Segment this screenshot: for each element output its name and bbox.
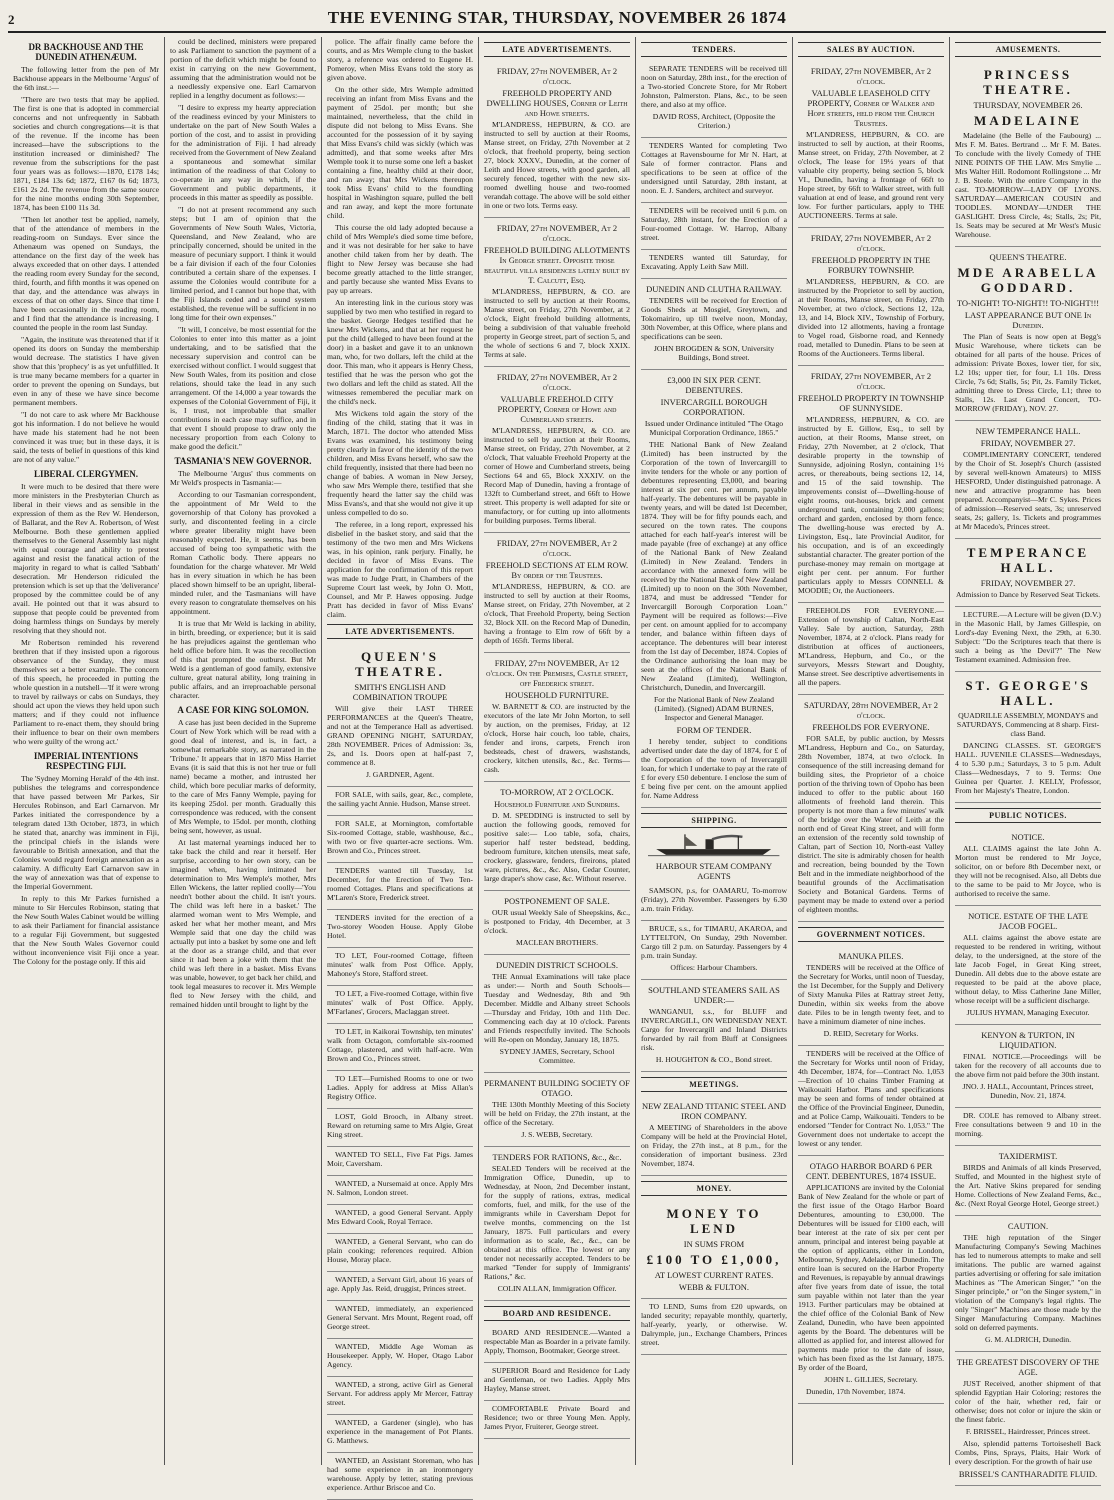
paragraph: A case has just been decided in the Supreme Court of New York which will be read with a good deal of interest, and is, in fact, a somewhat remarkable story, as narrated in the 'Tribune.' It appears that in 1870 Miss Harriet Evans (it is said that this is not her true or full name) became a mother, and intrusted her child, which bore peculiar marks of deformity, to the care of Mrs Fanny Wemple, paying for its keeping 25dol. per month. Gradually this correspondence was reduced, with the consent of Mrs Wemple, to 15dol. per month, clothing being sent, however, as usual.: [170, 718, 316, 835]
advert-body: SAMSON, p.s, for OAMARU, To-morrow (Friday), 27th November. Passengers by 6.30 a.m. train Friday.: [641, 886, 787, 913]
advert-body: M'LANDRESS, HEPBURN, & CO. are instructed by the Proprietor to sell by auction, at their Rooms, Manse street, on Friday, 27th November, at two o'clock, Sections 12, 12a, 13, and 14, Block XIV., Township of Forbury, divided into 12 allotments, having a frontage to Vogel road, Gisborne road, and Kennedy road, metalled to Dunedin. Plans to be seen at Rooms of the Auctioneers. Terms liberal.: [798, 277, 944, 358]
paragraph: could be declined, ministers were prepared to ask Parliament to sanction the payment of a portion of the deficit which might be found to exist in carrying on the new Government, assuming that the administration would not be a needlessly expensive one. Earl Carnarvon replied in a lengthy document as follows:—: [170, 37, 316, 100]
advert-subtitle: QUADRILLE ASSEMBLY, MONDAYS and SATURDAYS, Commencing at 8 sharp. First-class Band.: [956, 711, 1100, 738]
advert-title: MADELAINE: [974, 113, 1082, 128]
advert-title: Household Furniture and Sundries.: [494, 799, 620, 809]
advert-body: WANTED, a Nursemaid at once. Apply Mrs N. Salmon, London street.: [327, 1179, 473, 1197]
advert: [327, 1176, 473, 1205]
paragraph: This course the old lady adopted because a child of Mrs Wemple's died some time before, and it was not desirable for her sake to have another child taken from her by death. The flight to New Jersey was because she had become greatly attached to the little stranger, and partly because she wanted Miss Evans to pay up arrears.: [327, 223, 473, 295]
advert: [955, 247, 1101, 421]
advert: [955, 539, 1101, 607]
advert-line: IN SUMS FROM: [683, 1239, 745, 1249]
advert: [641, 1299, 787, 1355]
advert-body: M'LANDRESS, HEPBURN, & CO. are instructed to sell by auction at their Rooms, Manse street, on Friday, 27th November, at 2 o'clock, That Freehold Property, being Section 32, Block XII. on the Record Map of Dunedin, having a frontage to Elm row of 66ft by a depth of 165ft. Terms liberal.: [484, 582, 630, 645]
advert: [955, 1216, 1101, 1352]
advert-signature: F. BRISSEL, Hairdresser, Princes street.: [965, 1427, 1091, 1436]
advert: [955, 61, 1101, 247]
advert-title: BRISSEL'S CANTHARADITE FLUID.: [958, 1469, 1098, 1479]
advert: [327, 643, 473, 787]
advert-body: Madelaine (the Belle of the Faubourg) ... Mrs F. M. Bates. Bertrand ... Mr F. M. Bates. To conclude with the lively Comedy of THE NINE POINTS OF THE LAW. Mrs Smylie ... Mrs Walter Hill. Rodomont Rollingstone ... Mr J. B. Steele. With the entire Company in the cast. TO-MORROW—LADY OF LYONS. SATURDAY—AMERICAN COUSIN and TOODLES. MONDAY—UNDER THE GASLIGHT. Dress Circle, 4s; Stalls, 2s; Pit, 1s. Seats may be secured at Mr West's Music Warehouse.: [955, 131, 1101, 239]
advert-body: WANTED, a Servant Girl, about 16 years of age. Apply Jas. Reid, druggist, Princes street.: [327, 1275, 473, 1293]
advert: [327, 910, 473, 948]
advert-title: DUNEDIN AND CLUTHA RAILWAY.: [646, 284, 782, 294]
advert-title: FREEHOLD PROPERTY AND DWELLING HOUSES, Corner of Leith and Howe streets.: [486, 88, 628, 118]
advert-title: THE GREATEST DISCOVERY OF THE AGE.: [956, 1357, 1100, 1377]
advert: [955, 1025, 1101, 1108]
advert-body: LOST, Gold Brooch, in Albany street. Reward on returning same to Mrs Algie, Great King street.: [327, 1112, 473, 1139]
advert-body: BOARD AND RESIDENCE.—Wanted a respectable Man as Boarder in a private family. Apply, Thomson, Bootmaker, George street.: [484, 1328, 630, 1355]
advert: [484, 1325, 630, 1363]
advert: [641, 1200, 787, 1299]
advert-body: M'LANDRESS, HEPBURN, & CO. are instructed to sell by auction at their Rooms, Manse street, on Friday, 27th November at 2 o'clock, that freehold property, being section 27, block XXXV., Dunedin, at the corner of Leith and Howe streets, with good garden, all securely fenced, together with the new six-roomed dwelling house and two-roomed verandah cottage. The above will be sold either in one or two lots. Terms easy.: [484, 120, 630, 210]
paragraph: According to our Tasmanian correspondent, the appointment of Mr Weld to the governorship of that Colony has provoked a surly, and discontented feeling in a circle where greater liberality might have been reasonably expected. He, it seems, has been accused of being too sympathetic with the Roman Catholic body. There appears no foundation for the charge whatever. Mr Weld has in every situation in which he has been placed shown himself to be an upright, liberal-minded ruler, and the Tasmanians will have every reason to congratulate themselves on his appointment.: [170, 490, 316, 616]
advert-title: FREEHOLD PROPERTY IN TOWNSHIP OF SUNNYSIDE.: [798, 393, 944, 413]
advert: [484, 891, 630, 955]
section-header: MONEY.: [641, 1181, 787, 1196]
advert-body: FOR SALE, at Mornington, comfortable Six-roomed Cottage, stable, washhouse, &c., with two or five quarter-acre sections. Wm. Brown and Co., Princes street.: [327, 819, 473, 855]
headline: A CASE FOR KING SOLOMON.: [177, 705, 309, 715]
advert: [484, 1401, 630, 1439]
advert-body: A MEETING of Shareholders in the above Company will be held at the Provincial Hotel, on Friday, the 27th inst., at 8 p.m., for the consideration of important business. 23rd November, 1874.: [641, 1123, 787, 1168]
advert-title: NEW TEMPERANCE HALL.: [975, 426, 1081, 436]
advert-title: MANUKA PILES.: [838, 951, 904, 961]
section-header: BOARD AND RESIDENCE.: [484, 1306, 630, 1321]
advert: [327, 863, 473, 910]
paragraph: The 'Sydney Morning Herald' of the 4th inst. publishes the telegrams and correspondence that have passed between Mr Parkes, Sir Hercules Robinson, and Earl Carnarvon. Mr Parkes initiated the correspondence by a telegram dated 13th October, 1873, in which he stated that, anarchy was imminent in Fiji, the principal chiefs in the islands were favourable to British annexation, and that the Colonies would regard foreign annexation as a calamity. A difficulty Earl Carnarvon saw in the way of annexation was that of expense to the Imperial Government.: [13, 774, 159, 891]
advert-body: TENDERS invited for the erection of a Two-storey Wooden House. Apply Globe Hotel.: [327, 913, 473, 940]
advert: [484, 367, 630, 533]
column-2: [165, 37, 322, 1465]
advert-title: QUEEN'S THEATRE.: [355, 649, 445, 679]
advert: [484, 955, 630, 1073]
advert-subtitle: Admission to Dance by Reserved Seat Tickets.: [955, 590, 1101, 599]
advert-body: TO LEND, Sums from £20 upwards, on landed security; repayable monthly, quarterly, half-yearly, yearly, or otherwise. W. Dalrymple, jun., Exchange Chambers, Princes street.: [641, 1302, 787, 1347]
advert-date: Dunedin, 17th November, 1874.: [806, 1387, 906, 1396]
advert-body: Also, splendid patterns Tortoiseshell Back Combs, Pins, Sprays, Plaits, Hair Work of every description. For the growth of hair use: [955, 1439, 1101, 1466]
advert: [484, 61, 630, 218]
advert-body: WANTED, a General Servant, who can do plain cooking; references required. Albion House, Moray place.: [327, 1237, 473, 1264]
advert-date: FRIDAY, 27th NOVEMBER, At 2 o'clock.: [810, 233, 932, 253]
advert-date: FRIDAY, 27th NOVEMBER, At 2 o'clock.: [810, 66, 932, 86]
advert-date: FRIDAY, 27th NOVEMBER, At 2 o'clock.: [496, 372, 618, 392]
advert-body: WANTED, a strong, active Girl as General Servant. For address apply Mr Mercer, Fattray street.: [327, 1380, 473, 1407]
paragraph: "I do not care to ask where Mr Backhouse got his information. I do not believe he would have made his statement had he not been convinced it was true; but in these days, it is said, the tests of belief in questions of this kind are not of any value.": [13, 410, 159, 464]
advert: [798, 228, 944, 366]
advert-body: DR. COLE has removed to Albany street. Free consultations between 9 and 10 in the morning.: [955, 1111, 1101, 1138]
advert: [641, 980, 787, 1072]
advert-body: M'LANDRESS, HEPBURN, & CO. are instructed by E. Gillow, Esq., to sell by auction, at their Rooms, Manse street, on Friday, 27th November, at 2 o'clock, That desirable property in the township of Sunnyside, adjoining Roslyn, containing 1½ acres, or thereabouts, being sections 12, 14, and 15 of the said township. The improvements consist of—Dwelling-house of eight rooms, out-houses, brick and cement underground tank, containing 2,000 gallons; orchard and garden, enclosed by thorn fence. The dwelling-house was erected by A. Livingston, Esq., late Provincial Auditor, for his occupation, and is of an exceedingly substantial character. The greater portion of the purchase-money may remain on mortgage at eight per cent. per annum. For further particulars apply to Messrs CONNELL & MOODIE; Or, the Auctioneers.: [798, 415, 944, 595]
advert-body: WANTED, immediately, an experienced General Servant. Mrs Mount, Regent road, off George street.: [327, 1304, 473, 1331]
advert-date: FRIDAY, 27th NOVEMBER, At 2 o'clock.: [496, 66, 618, 86]
paragraph: The Melbourne 'Argus' thus comments on Mr Weld's prospects in Tasmania:—: [170, 469, 316, 487]
advert: [955, 1352, 1101, 1486]
section-header: SHIPPING.: [641, 813, 787, 828]
advert-body: SUPERIOR Board and Residence for Lady and Gentleman, or two Ladies. Apply Mrs Hayley, Manse street.: [484, 1366, 630, 1393]
advert-date: SATURDAY, 28th NOVEMBER, At 2 o'clock.: [804, 700, 938, 720]
advert-body: TO LET, in Kaikorai Township, ten minutes' walk from Octagon, comfortable six-roomed Cottage, plastered, and with half-acre. Wm Brown and Co., Princes street.: [327, 1027, 473, 1063]
advert: [955, 906, 1101, 1025]
advert-signature: D. REID, Secretary for Works.: [823, 1029, 919, 1038]
advert: [641, 279, 787, 370]
advert-body: TENDERS will be received at the Office of the Secretary for Works, until noon of Tuesday, the 1st December, for the Supply and Delivery of Sixty Manuka Piles at Rattray street Jetty, Dunedin, within six weeks from the above date. Piles to be in length twenty feet, and to have a minimum diameter of nine inches.: [798, 963, 944, 1026]
advert-subtitle: Issued under Ordinance intituled "The Otago Municipal Corporation Ordinance, 1865.": [644, 419, 784, 437]
advert-date: FRIDAY, NOVEMBER 27.: [980, 438, 1076, 448]
advert: [641, 1096, 787, 1176]
advert: [955, 672, 1101, 803]
advert-date: THURSDAY, NOVEMBER 26.: [973, 100, 1083, 110]
advert-body: LECTURE.—A Lecture will be given (D.V.) in the Masonic Hall, by James Gillespie, on Lord's-day Evening Next, the 29th, at 6.30. Subject: "Do the Scriptures teach that there is such a being as 'the Devil'?" The New Testament examined. Admission free.: [955, 610, 1101, 664]
advert-body: D. M. SPEDDING is instructed to sell by auction the following goods, removed for positive sale:— Loo table, sofa, chairs, superior half tester bedstead, bedding, bedroom furniture, kitchen utensils, meat safe, crockery, glassware, fenders, fireirons, plated ware, pictures, &c., &c. Also, Cedar Counter, large draper's show case, &c. Without reserve.: [484, 811, 630, 883]
section-header: GOVERNMENT NOTICES.: [798, 927, 944, 942]
advert: [484, 1147, 630, 1301]
advert: [641, 370, 787, 808]
advert-title: £3,000 IN SIX PER CENT. DEBENTURES.: [667, 375, 761, 395]
advert: [327, 1453, 473, 1500]
advert-signature: J. GARDNER, Agent.: [365, 770, 435, 779]
advert-title: TEMPERANCE HALL.: [966, 545, 1090, 575]
advert: [484, 533, 630, 653]
advert-signature: For the National Bank of New Zealand (Limited). (Signed) ADAM BURNES, Inspector and General Manager.: [654, 695, 774, 722]
advert-body: TENDERS Wanted for completing Two Cottages at Ravensbourne for Mr N. Hart, at Sale of former contractor. Plans and specifications to be seen at office of the undersigned until Saturday, 28th instant, at noon. E. J. Sanders, architect and surveyor.: [641, 141, 787, 195]
advert-body: FOR SALE, with sails, gear, &c., complete, the sailing yacht Annie. Hudson, Manse street.: [327, 790, 473, 808]
advert-body: WANTED, an Assistant Storeman, who has had some experience in an ironmongery warehouse. Apply by letter, stating previous experience. Arthur Briscoe and Co.: [327, 1456, 473, 1492]
headline: DR BACKHOUSE AND THE DUNEDIN ATHENÆUM.: [28, 42, 144, 62]
paragraph: "Again, the institute was threatened that if it opened its doors on Sunday the membership would decrease. The statistics I have given show that this 'prophecy' is as yet unfulfilled. It is true many became members for a quarter in order to prevent the opening on Sundays, but even in any of these we have since become permanent members.: [13, 335, 159, 407]
paragraph: The referee, in a long report, expressed his disbelief in the basket story, and said that the testimony of the two men and Mrs Wickens was, in his opinion, rank perjury. Finally, he decided in favor of Miss Evans. The application for the confirmation of this report was made to Judge Pratt, in Chambers of the Supreme Court last week, by John O. Mott, Counsel, and Mr P. Hawes opposing. Judge Pratt has decided in favor of Miss Evans' claim.: [327, 520, 473, 619]
paragraph: It were much to be desired that there were more ministers in the Presbyterian Church as liberal in their views and as sensible in the expression of them as the Rev W. Henderson, of Ballarat, and the Rev A. Robertson, of West Melbourne. Both these gentlemen applied themselves to the General Assembly last night with equal courage and ability to protest against and resist the fanatical action of the majority in regard to what is called 'Sabbath' desecration. Mr Henderson ridiculed the pretension which is set up that the 'deliverance' proposed by the committee could be of any avail. He pointed out that it was absurd to suppose that people could be prevented from doing harmless things on Sundays by merely resolving that they should not.: [13, 482, 159, 635]
advert-body: WANTED TO SELL, Five Fat Pigs. James Moir, Caversham.: [327, 1150, 473, 1168]
advert: [955, 1108, 1101, 1146]
advert-title: FREEHOLDS FOR EVERYONE.: [812, 722, 930, 732]
advert-body: THE National Bank of New Zealand (Limited) has been instructed by the Corporation of the town of Invercargill to invite tenders for the whole or any portion of debentures representing £3,000, and bearing interest at six per cent. per annum, payable half-yearly. The debentures will be payable in twenty years, and will be dated 1st December, 1874. They will be for fifty pounds each, and secured on the town rates. The coupons attached for each half-year's interest will be made payable (free of exchange) at any office of the National Bank of New Zealand (Limited) in New Zealand. Tenders in accordance with the annexed form will be received by the National Bank of New Zealand (Limited) up to noon on the 30th November, 1874, and must be addressed "Tender for Invercargill Borough Corporation Loan." Payment will be required as follows:—Five per cent. on amount applied for to accompany tender, and balance within fifteen days of acceptance. The debentures will bear interest from the 1st day of December, 1874. Copies of the Ordinance authorising the loan may be seen at the offices of the National Bank of New Zealand (Limited), Wellington, Christchurch, Dunedin, and Invercargill.: [641, 440, 787, 692]
advert-body: M'LANDRESS, HEPBURN, & CO. are instructed to sell by auction at their Rooms, Manse street, on Friday, 27th November, at 2 o'clock, That valuable Freehold Property at the corner of Howe and Cumberland streets, being Sections 64 and 65, Block XXXIV. on the Record Map of Dunedin, having a frontage of 132ft to Cumberland street, and 66ft to Howe street. This property is well adapted for site or manufactory, or for cutting up into allotments for building purposes. Terms liberal.: [484, 426, 630, 525]
steamship-icon: [648, 832, 779, 858]
advert-date: FRIDAY, 27th NOVEMBER, At 2 o'clock.: [496, 223, 618, 243]
advert-body: ALL claims against the above estate are requested to be rendered in writing, without delay, to the undersigned, at the store of the late Jacob Fogel, in Great King street, Dunedin. All debts due to the above estate are requested to be paid at the above place, without delay, to Miss Catherine Jane Miller, whose receipt will be a sufficient discharge.: [955, 933, 1101, 1005]
advert-title: POSTPONEMENT OF SALE.: [504, 896, 610, 906]
advert-body: DANCING CLASSES. ST. GEORGE'S HALL. JUVENILE CLASSES—Wednesdays, 4 to 5.30 p.m.; Saturdays, 3 to 5 p.m. Adult Class—Wednesdays, 7 to 9. Terms: One Guinea per Quarter. J. KELLY, Professor, From her Majesty's Theatre, London.: [955, 741, 1101, 795]
advert-body: FOR SALE, by public auction, by Messrs M'Landress, Hepburn and Co., on Saturday, 28th November, 1874, at two o'clock. In consequence of the still increasing demand for building sites, the Proprietor of a choice portion of the thriving town of Opoho has been induced to offer to the public about 160 allotments of freehold land therein. This property is not more than a few minutes' walk of the bridge over the Water of Leith at the north end of Great King street, and will form an extension of the recently sold township of Caltan, part of Section 10, North-east Valley district. The site is admirably chosen for health and recreation, being bounded by the Town Belt and in the immediate neighborhood of the beautiful grounds of the Acclimatisation Society and Botanical Gardens. Terms of payment may be made to extend over a period of eighteen months.: [798, 734, 944, 914]
advert: [641, 203, 787, 250]
advert-title: QUEEN'S THEATRE.: [989, 252, 1067, 262]
advert-body: TO LET—Furnished Rooms to one or two Ladies. Apply for address at Miss Allan's Registry Office.: [327, 1074, 473, 1101]
section-header: AMUSEMENTS.: [955, 42, 1101, 57]
advert: [327, 1071, 473, 1109]
advert-title: PRINCESS THEATRE.: [983, 67, 1073, 97]
advert: [327, 1272, 473, 1301]
paragraph: On the other side, Mrs Wemple admitted receiving an infant from Miss Evans and the payment of 25dol. per month; but she maintained, nevertheless, that the child in dispute did not belong to Miss Evans. She accounted for the possession of it by saying that Miss Evans's child was sickly (which was admitted), and that some weeks after Mrs Wemple took it to nurse some one left a basket containing a fine, healthy child at their door, and ran away; that Mrs Wickens thereupon took Miss Evans' child to the foundling hospital in Washington square, pulled the bell and ran away, and kept the more fortunate child.: [327, 85, 473, 220]
headline: LIBERAL CLERGYMEN.: [33, 469, 139, 479]
advert-line: LAST APPEARANCE BUT ONE In Dunedin.: [964, 310, 1092, 330]
advert-body: THE 130th Monthly Meeting of this Society will be held on Friday, the 27th instant, at the office of the Secretary.: [484, 1100, 630, 1127]
advert: [327, 1234, 473, 1272]
advert-title: DUNEDIN DISTRICT SCHOOLS.: [496, 960, 618, 970]
paragraph: "I do not at present recommend any such steps; but I am of opinion that the Governments of New South Wales, Victoria, Queensland, and New Zealand, who are principally concerned, should be united in the measure of pecuniary support. I think it would be a fair division if each of the four Colonies contributed a certain share of the expenses. I assume the Colonies would contribute for a limited period, and I cannot but hope that, with the Fiji Islands ceded and a sound system established, the revenue will be sufficient in no long time for their own expenses.": [170, 205, 316, 322]
advert-title: NEW ZEALAND TITANIC STEEL AND IRON COMPANY.: [641, 1101, 787, 1121]
advert-body: WANTED, a Gardener (single), who has experience in the management of Pot Plants. G. Matthews.: [327, 1418, 473, 1445]
advert-subtitle: SMITH'S ENGLISH AND COMBINATION TROUPE: [352, 682, 448, 702]
advert: [641, 921, 787, 980]
advert-signature: JNO. J. HALL, Accountant, Princes street, Dunedin, Nov. 21, 1874.: [962, 1082, 1094, 1100]
advert-signature: DAVID ROSS, Architect, (Opposite the Criterion.): [652, 112, 776, 130]
advert-title: MDE ARABELLA GODDARD.: [957, 265, 1099, 295]
advert: [798, 695, 944, 922]
advert-body: THE high reputation of the Singer Manufacturing Company's Sewing Machines has led to numerous attempts to make and sell imitations. The public are warned against parties advertising or offering for sale imitation Machines as "The American Singer," "on the Singer principle," or "on the Singer system," in violation of the Company's legal rights. The only "Singer" Machines are those made by the Singer Manufacturing Company. Machines sold on deferred payments.: [955, 1233, 1101, 1332]
paragraph: "Then let another test be applied, namely, that of the attendance of members in the reading-room on Sundays. Ever since the Athenæum was opened on Sundays, the attendance on the first day of the week has always exceeded that on other days. I attended the reading room every Sunday for the second, third, fourth, and fifth months it was opened on that day, and the attendance was always in excess of that on other days. Since that time I have been occasionally in the reading room, and I find that the attendance is increasing. I counted the people in the room last Sunday.: [13, 215, 159, 332]
advert-body: TO LET, Four-roomed Cottage, fifteen minutes' walk from Post Office. Apply, Mahoney's Store, Stafford street.: [327, 951, 473, 978]
advert-body: JUST Received, another shipment of that splendid Egyptian Hair Coloring; restores the color of the hair, whether red, fair or otherwise; does not color or injure the skin or the finest fabric.: [955, 1379, 1101, 1424]
advert-body: WANTED, Middle Age Woman as Housekeeper. Apply, W. Hoper, Otago Labor Agency.: [327, 1342, 473, 1369]
advert-signature: SYDNEY JAMES, Secretary, School Committee.: [499, 1047, 615, 1065]
advert: [641, 250, 787, 279]
advert-body: M'LANDRESS, HEPBURN, & CO. are instructed to sell by auction at their Rooms, Manse street, on Friday, 27th November, at 2 o'clock, Eight freehold building allotments, being a subdivision of that valuable freehold property in George street, part of section 5, and the whole of sections 6 and 7, block XXIX. Terms at sale.: [484, 287, 630, 359]
advert: [955, 607, 1101, 672]
advert-signature: WEBB & FULTON.: [678, 1282, 750, 1292]
paragraph: "It will, I conceive, be most essential for the Colonies to enter into this matter as a joint undertaking, and to be satisfied that the necessary supervision and control can be exercised without conflict. I would suggest that New South Wales, from its position and close relations, should take the lead in any such arrangement. Of the 14,000 a year towards the expenses of the Colonial Government of Fiji, it is, I trust, not improbable that smaller contributions in each case may suffice, and in that event I should propose to draw only the necessary proportion from each Colony to make good the deficit.": [170, 325, 316, 451]
advert-title: OTAGO HARBOR BOARD 6 PER CENT. DEBENTURES, 1874 ISSUE.: [805, 1161, 937, 1181]
advert-body: M'LANDRESS, HEPBURN, & CO. are instructed to sell by auction, at their Rooms, Manse street, on Friday, 27th November, at 2 o'clock, The lease for 19½ years of that valuable city property, being section 5, block VI., Dunedin, having a frontage of 66ft to Hope street, by 66ft to Walker street, with full valuation at end of lease, and ground rent very low. For further particulars, apply to THE AUCTIONEERS. Terms at sale.: [798, 130, 944, 220]
advert: [798, 1046, 944, 1156]
advert-title: VALUABLE FREEHOLD CITY PROPERTY, Corner of Howe and Cumberland streets.: [497, 394, 617, 424]
paragraph: The following letter from the pen of Mr Backhouse appears in the Melbourne 'Argus' of the 6th inst.:—: [13, 65, 159, 92]
paragraph: An interesting link in the curious story was supplied by two men who testified in regard to the basket. George Hedges testified that he knew Mrs Wickens, and that at her request he put the child (alleged to have been found at the door) in a basket and gave it to an unknown man, who, for two dollars, left the child at the door. This man, who it appears is Henry Chess, testified that he was the person who got the two dollars and left the child as stated. All the witnesses remembered the peculiar mark on the child's neck.: [327, 298, 473, 406]
advert: [955, 421, 1101, 539]
advert: [955, 1146, 1101, 1216]
section-header: MEETINGS.: [641, 1077, 787, 1092]
advert: [327, 1024, 473, 1071]
shipping-agents: HARBOUR STEAM COMPANY AGENTS: [655, 861, 773, 881]
advert-body: FREEHOLDS FOR EVERYONE.—Extension of township of Caltan, North-East Valley. Sale by auction, Saturday, 28th November, 1874, at 2 o'clock. Plans ready for distribution at offices of auctioneers, M'Landress, Hepburn, and Co., or the surveyors, Messrs Stewart and Doughty, Manse street. See descriptive advertisements in all the papers.: [798, 606, 944, 687]
advert: [641, 883, 787, 921]
advert: [798, 61, 944, 228]
advert-title: PERMANENT BUILDING SOCIETY OF OTAGO.: [484, 1078, 630, 1098]
column-1: [8, 37, 165, 1465]
advert-body: Will give their LAST THREE PERFORMANCES at the Queen's Theatre, and not at the Temperance Hall as advertised. GRAND OPENING NIGHT, SATURDAY, 28th NOVEMBER. Prices of Admission: 3s, 2s, and 1s. Doors open at half-past 7, commence at 8.: [327, 704, 473, 767]
advert-signature: JULIUS HYMAN, Managing Executor.: [966, 1008, 1090, 1017]
advert-title: FREEHOLD PROPERTY IN THE FORBURY TOWNSHIP.: [811, 255, 931, 275]
advert-subtitle: INVERCARGILL BOROUGH CORPORATION.: [660, 397, 768, 417]
section-header: TENDERS.: [641, 42, 787, 57]
advert: [798, 1156, 944, 1404]
advert: [327, 816, 473, 863]
advert-body: BRUCE, s.s., for TIMARU, AKAROA, and LYTTELTON, On Sunday, 29th November. Cargo till 2 p.m. on Saturday. Passengers by 4 p.m. train Sunday.: [641, 924, 787, 960]
advert-line: £100 TO £1,000,: [646, 1252, 782, 1267]
masthead: [8, 4, 1106, 33]
advert: [955, 827, 1101, 906]
section-header: LATE ADVERTISEMENTS.: [484, 42, 630, 57]
advert-body: COMFORTABLE Private Board and Residence; two or three Young Men. Apply, James Pryor, Fruiterer, George street.: [484, 1404, 630, 1431]
paragraph: Mrs Wickens told again the story of the finding of the child, stating that it was in March, 1871. The doctor who attended Miss Evans was examined, his testimony being pretty clearly in favor of the identity of the two children, and Miss Evans herself, who saw the child frequently, insisted that there had been no change of babies. A woman in New Jersey, who saw Mrs Wemple there, testified that she frequently heard the latter say the child was Miss Evans's, and that she would not give it up unless compelled to do so.: [327, 409, 473, 517]
paragraph: police. The affair finally came before the courts, and as Mrs Wemple clung to the basket story, a reference was ordered to Eugene H. Pomeroy, when Miss Evans told the story as given above.: [327, 37, 473, 82]
advert-date: FRIDAY, 27th NOVEMBER, At 2 o'clock.: [810, 371, 932, 391]
advert-title: FORM OF TENDER.: [676, 725, 752, 735]
advert: [798, 946, 944, 1046]
advert-title: FREEHOLD SECTIONS AT ELM ROW. By order of the Trustees.: [485, 560, 629, 580]
advert: [484, 218, 630, 367]
advert: [484, 782, 630, 891]
advert-body: COMPLIMENTARY CONCERT, tendered by the Choir of St. Joseph's Church (assisted by several well-known Amateurs) to MISS HESFORD, Under distinguished patronage. A new and attractive programme has been prepared. Accompanyist—Mr C. Sykes. Prices of admission—Reserved seats, 3s; unreserved seats, 2s; gallery, 1s. Tickets and programmes at Mr Macedo's, Princes street.: [955, 450, 1101, 531]
advert-title: NOTICE. ESTATE OF THE LATE JACOB FOGEL.: [968, 911, 1088, 931]
advert: [484, 1073, 630, 1147]
advert-title: FREEHOLD BUILDING ALLOTMENTS In George street. Opposite those beautiful villa residences lately built by T. Calcutt, Esq.: [484, 245, 630, 285]
column-3: [322, 37, 479, 1492]
paragraph: "There are two tests that may be applied. The first is one that is adopted in commercial concerns and not unfrequently in Sabbath societies and church congregations—it is that of the revenue. If the income has been increased—have the subscriptions to the institution increased or diminished? The revenue from the subscriptions for the past four years was as follows:—1870, £178 14s; 1871, £184 13s 6d; 1872, £167 0s 6d; 1873, £161 2s 2d. The revenue from the same source for the nine months ending 30th September, 1874, has been £100 11s 3d.: [13, 95, 159, 212]
advert-date: FRIDAY, 27th NOVEMBER, At 2 o'clock.: [496, 538, 618, 558]
advert-body: ALL CLAIMS against the late John A. Morton must be rendered to Mr Joyce, solicitor, on or before 8th December next, or they will not be recognised. Also, all Debts due to the same to be paid to Mr Joyce, who is authorised to receive the same.: [955, 844, 1101, 898]
advert-body: OUR usual Weekly Sale of Sheepskins, &c., is postponed to Friday, 4th December, at 3 o'clock.: [484, 908, 630, 935]
headline: TASMANIA'S NEW GOVERNOR.: [174, 456, 312, 466]
advert: [327, 986, 473, 1024]
advert-body: TO LET, a Five-roomed Cottage, within five minutes' walk of Post Office. Apply, M'Farlanes', Grocers, Maclaggan street.: [327, 989, 473, 1016]
advert-body: TENDERS wanted till Saturday, for Excavating. Apply Leith Saw Mill.: [641, 253, 787, 271]
advert: [327, 1109, 473, 1147]
newspaper-title: THE EVENING STAR, THURSDAY, NOVEMBER 26 1874: [327, 8, 787, 27]
advert: [641, 138, 787, 203]
advert-signature: J. S. WEBB, Secretary.: [521, 1130, 593, 1139]
advert-line: TO-NIGHT! TO-NIGHT!! TO-NIGHT!!!: [956, 298, 1100, 308]
headline: IMPERIAL INTENTIONS RESPECTING FIJI.: [33, 751, 139, 771]
advert: [798, 603, 944, 695]
advert-body: TENDERS will be received until 6 p.m. on Saturday, 28th instant, for the Erection of a Four-roomed Cottage. W. Harrop, Albany street.: [641, 206, 787, 242]
advert: [327, 1301, 473, 1339]
advert-date: FRIDAY, NOVEMBER 27.: [980, 578, 1076, 588]
advert: [798, 366, 944, 603]
advert-title: ST. GEORGE'S HALL.: [965, 678, 1091, 708]
advert-body: APPLICATIONS are invited by the Colonial Bank of New Zealand for the whole or part of the first issue of the Otago Harbor Board Debentures, amounting to £30,000. The Debentures will be issued for £100 each, will bear interest at the rate of six per cent per annum, principal and interest being payable at the option of applicants, either in London, Melbourne, Sydney, Adelaide, or Dunedin. The entire loan is secured on the Harbor Property and Revenues, is repayable by annual drawings after five years from date of issue, the total sum payable within not later than the year 1913. Further particulars may be obtained at the chief office of the Colonial Bank of New Zealand, Dunedin, who have been appointed agents by the Board. The debentures will be allotted as applied for, and interest allowed for payments made prior to the date of issue, which has been fixed as the 1st January, 1875. By order of the Board,: [798, 1183, 944, 1372]
column-5: [636, 37, 793, 1465]
section-header: LATE ADVERTISEMENTS.: [327, 624, 473, 639]
advert-body: SEPARATE TENDERS will be received till noon on Saturday, 28th inst., for the erection of a Two-storied Concrete Store, for Mr Robert Johnston, Palmerston. Plans, &c., to be seen there, and also at my office.: [641, 64, 787, 109]
advert-signature: JOHN L. GILLIES, Secretary.: [824, 1375, 918, 1384]
column-4: [479, 37, 636, 1465]
advert: [484, 653, 630, 782]
paragraph: In reply to this Mr Parkes furnished a minute to Sir Hercules Robinson, stating that the New South Wales Cabinet would be willing to ask their Parliament for financial assistance to a regular Fiji Government, but suggested that the New South Wales Governor could without inconvenience visit Fiji once a year. The Colony for the postage only. If this aid: [13, 894, 159, 966]
advert: [327, 1415, 473, 1453]
advert-body: THE Annual Examinations will take place as under:— North and South Schools—Tuesday and Wednesday, 8th and 9th December. Middle and Albany street Schools—Thursday and Friday, 10th and 11th Dec. Commencing each day at 10 o'clock. Parents and Friends respectfully invited. The Schools will Re-open on Monday, January 18, 1875.: [484, 972, 630, 1044]
advert-body: TENDERS will be received for Erection of Goods Sheds at Mosgiel, Greytown, and Tokomairiro, up till twelve noon, Monday, 30th November, at this Office, where plans and specifications can be seen.: [641, 296, 787, 341]
advert-signature: JOHN BROGDEN & SON, University Buildings, Bond street.: [653, 344, 775, 362]
advert-body: I hereby tender, subject to conditions advertised under date the day of 1874, for £ of the Corporation of the town of Invercargill loan, for which I undertake to pay at the rate of £ for every £50 debenture. I enclose the sum of £ being five per cent. on the amount applied for. Name Address: [641, 737, 787, 800]
paragraph: It is true that Mr Weld is lacking in ability, in birth, breeding, or experience; but it is said he has prejudices against the gentleman who held office before him. It was the recollection of this that prompted the outburst. But Mr Weld is a gentleman of good family, extensive culture, great natural ability, long training in public affairs, and an irreproachable personal character.: [170, 619, 316, 700]
advert-body: TENDERS will be received at the Office of the Secretary for Works until noon of Friday, 4th December, 1874, for—Contract No. 1,053—Erection of 10 chains Timber Framing at Waikouaiti Harbor. Plans and specifications may be seen and forms of tender obtained at the Office of the Provincial Engineer, Dunedin, and at Police Camp, Waikouaiti. Tenders to be endorsed "Tender for Contract No. 1,053." The Government does not undertake to accept the lowest or any tender.: [798, 1049, 944, 1148]
advert-body: WANGANUI, s.s., for BLUFF and INVERCARGILL, ON WEDNESDAY NEXT. Cargo for Invercargill and Inland Districts forwarded by rail from Bluff at Consignees risk.: [641, 1007, 787, 1052]
advert-signature: MACLEAN BROTHERS.: [515, 938, 598, 947]
advert-signature: H. HOUGHTON & CO., Bond street.: [655, 1055, 773, 1064]
advert-signature: G. M. ALDRICH, Dunedin.: [984, 1335, 1072, 1344]
advert: [327, 1339, 473, 1377]
advert: [327, 787, 473, 816]
advert-title: TENDERS FOR RATIONS, &c., &c.: [492, 1152, 622, 1162]
advert: [641, 61, 787, 138]
page-number: 2: [8, 12, 15, 27]
paragraph: "I desire to express my hearty appreciation of the readiness evinced by your Ministers to undertake on the part of New South Wales a portion of the cost, and to assist in providing for the administration of Fiji. I had already received from the Government of New Zealand a spontaneous and somewhat similar intimation of the readiness of that Colony to co-operate in any way in which, if the Government and public departments, it proceeds in this matter as speedily as possible.: [170, 103, 316, 202]
advert-body: SEALED Tenders will be received at the Immigration Office, Dunedin, up to Wednesday, at Noon, 2nd December instant, for the supply of rations, extras, medical comforts, fuel, and milk, for the use of the immigrants while in Caversham Depot for twelve months, commencing on the 1st January, 1875. Full particulars and every information as to scale, &c., &c., can be obtained at this office. The lowest or any tender not necessarily accepted. Tenders to be marked "Tender for supply of Immigrants' Rations," &c.: [484, 1164, 630, 1281]
column-7: [950, 37, 1106, 1479]
advert-title: KENYON & TURTON, IN LIQUIDATION.: [981, 1030, 1075, 1050]
advert-date: TO-MORROW, AT 2 O'CLOCK.: [500, 787, 614, 797]
section-header: SALES BY AUCTION.: [798, 42, 944, 57]
advert-date: FRIDAY, 27th NOVEMBER, At 12 o'clock. On the Premises, Castle street, off Frederick street.: [486, 658, 628, 688]
advert-title: SOUTHLAND STEAMERS SAIL AS UNDER:—: [648, 985, 780, 1005]
advert-body: The Plan of Seats is now open at Begg's Music Warehouse, where tickets can be obtained for all parts of the house. Prices of admission: Private Boxes, lower tier, for six, L2 10s; upper tier, for four, L1 10s. Dress Circle, 7s 6d; Stalls, 5s; Pit, 2s. Family Ticket, admitting three to Dress Circle, L1; three to Stalls, 12s. Last Grand Concert, TO-MORROW (FRIDAY), NOV. 27.: [955, 332, 1101, 413]
advert-title: NOTICE.: [1011, 832, 1045, 842]
advert-body: BIRDS and Animals of all kinds Preserved, Stuffed, and Mounted in the highest style of the Art. Native Skins prepared for sending Home. Collections of New Zealand Ferns, &c., &c. (Next Royal George Hotel, George street.): [955, 1163, 1101, 1208]
advert: [327, 1205, 473, 1234]
advert: [327, 1147, 473, 1176]
paragraph: Mr Robertson reminded his reverend brethren that if they insisted upon a rigorous observance of the Sunday, they must themselves set a better example. The concern of this speech, he proceeded in putting the whole question in a nutshell—'If it were wrong to travel by railways or cabs on Sundays, they should act upon the views they held upon such matters; and if they could not influence Parliament to re-enact them, they should bring their influence to bear on their own members who were guilty of the wrong act.': [13, 638, 159, 746]
advert-body: Offices: Harbour Chambers.: [670, 963, 758, 972]
advert-title: HOUSEHOLD FURNITURE.: [505, 690, 609, 700]
section-header: PUBLIC NOTICES.: [955, 808, 1101, 823]
advert-body: W. BARNETT & CO. are instructed by the executors of the late Mr John Morton, to sell by auction, on the premises, Friday, at 12 o'clock, Horse hair couch, loo table, chairs, fender and irons, carpets, French iron bedsteads, chest of drawers, washstands, crockery, kitchen utensils, &c., &c. Terms—cash.: [484, 702, 630, 774]
advert-title: VALUABLE LEASEHOLD CITY PROPERTY, Corner of Walker and Hope streets, held from the Church Trustees.: [807, 88, 935, 128]
paragraph: At last maternal yearnings induced her to take back the child and rear it herself. Her surprise, according to her own story, can be imagined when, having intimated her determination to Mrs Wemple's mother, Mrs Ellen Wickens, the latter replied coolly—'You needn't bother about the child. It isn't yours. The child was left here in a basket.' The alarmed woman went to Mrs Wemple, and asked her what her mother meant, and Mrs Wemple said that one day the child was actually put into a basket by some one and left at the door as a strange child, and that ever since it had been a joke with them that the child was left there in a basket. Miss Evans was unable, however, to get back her child, and took legal measures to recover it. Mrs Wemple fled to New Jersey with the child, and remained hidden until brought to light by the: [170, 838, 316, 1009]
columns: [8, 37, 1106, 1492]
advert-line: AT LOWEST CURRENT RATES.: [654, 1270, 774, 1280]
advert-body: TENDERS wanted till Tuesday, 1st December, for the Erection of Two Ten-roomed Cottages. Plans and specifications at M'Laren's Store, Frederick street.: [327, 866, 473, 902]
advert-signature: COLIN ALLAN, Immigration Officer.: [497, 1284, 617, 1293]
advert: [327, 948, 473, 986]
advert-body: WANTED, a good General Servant. Apply Mrs Edward Cook, Royal Terrace.: [327, 1208, 473, 1226]
advert: [484, 1363, 630, 1401]
advert: [327, 1377, 473, 1415]
advert-body: FINAL NOTICE.—Proceedings will be taken for the recovery of all accounts due to the above firm not paid before the 30th instant.: [955, 1052, 1101, 1079]
column-6: [793, 37, 950, 1465]
advert-title: MONEY TO LEND: [666, 1206, 762, 1236]
advert-title: TAXIDERMIST.: [998, 1151, 1058, 1161]
advert-title: CAUTION.: [1007, 1221, 1049, 1231]
